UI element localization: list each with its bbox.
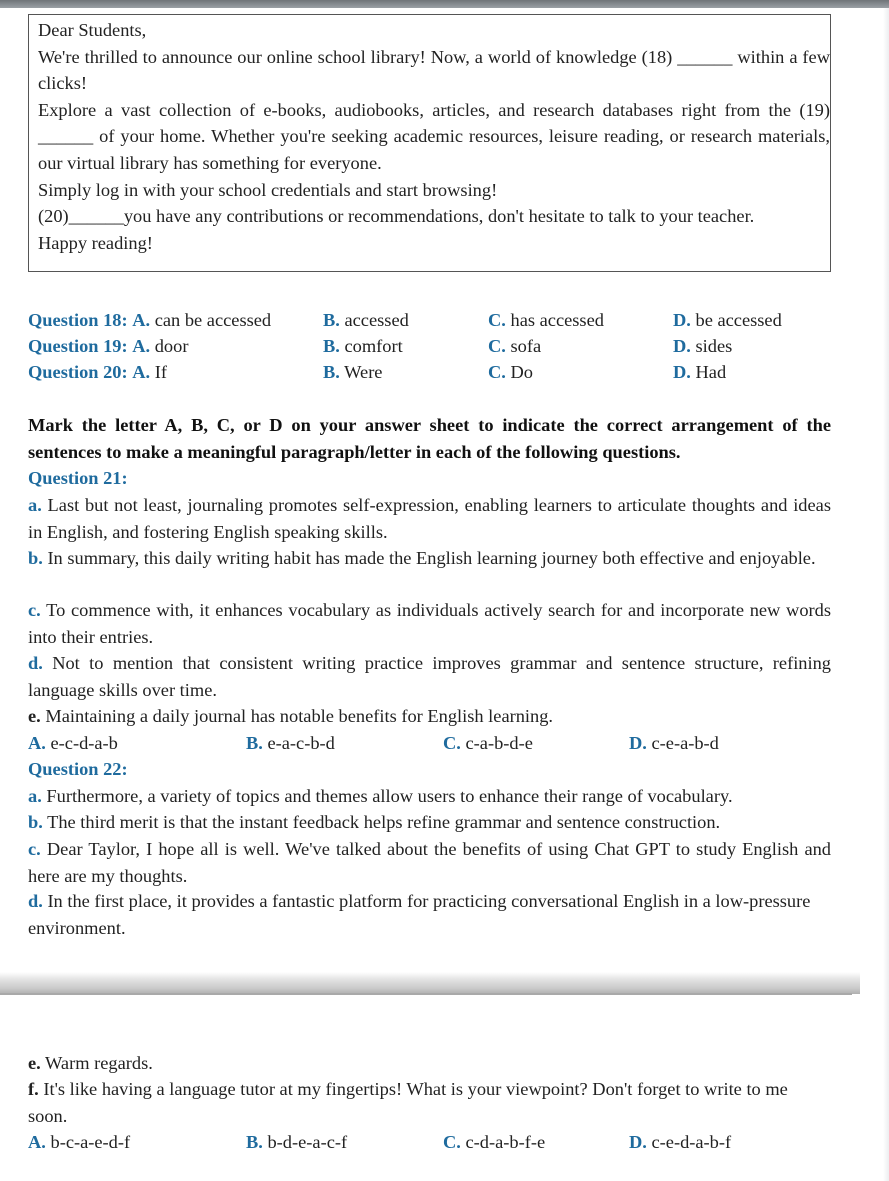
q22-item-a [28, 783, 831, 810]
q19-option-c-letter: C. [488, 336, 506, 356]
q22-item-f-text: It's like having a language tutor at my fingertips! What is your viewpoint? Don't forget to write to me soon. [28, 1079, 788, 1126]
q22-item-e-text: Warm regards. [45, 1053, 153, 1073]
q22-item-e-letter: e. [28, 1053, 41, 1073]
q21-option-d: c-e-a-b-d [651, 733, 719, 753]
library-announcement-letter [28, 14, 831, 272]
letter-p1-end: within a few clicks! [38, 46, 830, 94]
page-edge-shadow [883, 8, 889, 1181]
q21-item-c [28, 597, 831, 650]
q21-item-c-letter: c. [28, 600, 41, 620]
q19-option-d: sides [695, 336, 733, 356]
q22-item-a-letter: a. [28, 786, 42, 806]
arrangement-instruction: Mark the letter A, B, C, or D on your answer sheet to indicate the correct arrangement of the sentences to make a meaningful paragraph/letter in each of the following questions. [28, 415, 831, 462]
blank-19: ______ [38, 126, 94, 147]
q19-option-b-letter: B. [323, 336, 340, 356]
question-21-label-text: Question 21: [28, 468, 128, 488]
q22-option-b-letter: B. [246, 1132, 263, 1152]
q22-option-b-row [246, 1129, 347, 1155]
q20-option-b-letter: B. [323, 362, 340, 382]
q21-item-a-text: Last but not least, journaling promotes self-expression, enabling learners to articulate thoughts and ideas in English, and fostering English speaking skills. [28, 495, 831, 542]
letter-closing: Happy reading! [38, 232, 153, 253]
q21-option-d-row [629, 730, 719, 756]
blank-18: ______ [677, 46, 733, 67]
letter-p2-start: Explore a vast collection of e-books, audiobooks, articles, and research databases right from the [38, 99, 792, 120]
q20-option-b: Were [344, 362, 383, 382]
letter-p2-rest: of your home. Whether you're seeking academic resources, leisure reading, or research materials, our virtual library has something for everyone. [38, 126, 830, 173]
q21-item-e-letter: e. [28, 706, 41, 726]
q22-option-b: b-d-e-a-c-f [267, 1132, 348, 1152]
q22-option-c-letter: C. [443, 1132, 461, 1152]
q22-item-e [28, 1050, 831, 1077]
q21-item-b-letter: b. [28, 548, 43, 568]
question-20-label-row [28, 359, 167, 385]
q22-option-a-letter: A. [28, 1132, 46, 1152]
q18-option-c-row [488, 307, 604, 333]
q20-option-d-row [673, 359, 726, 385]
q22-item-c [28, 836, 831, 889]
q22-item-d-letter: d. [28, 891, 43, 911]
q18-option-b: accessed [344, 310, 409, 330]
q22-option-c-row [443, 1129, 545, 1155]
q22-option-d-letter: D. [629, 1132, 647, 1152]
q20-option-a-letter: A. [132, 362, 151, 382]
question-21-label [28, 465, 128, 491]
q20-option-c-letter: C. [488, 362, 506, 382]
q22-option-d: c-e-d-a-b-f [651, 1132, 732, 1152]
q22-item-d-text: In the first place, it provides a fantastic platform for practicing conversational English in a low-pressure environment. [28, 891, 811, 938]
q20-option-d: Had [695, 362, 727, 382]
q21-option-a-letter: A. [28, 733, 46, 753]
question-18-label-row [28, 307, 271, 333]
question-22-label-text: Question 22: [28, 759, 128, 779]
q21-item-b [28, 545, 831, 572]
q21-option-a: e-c-d-a-b [50, 733, 118, 753]
q21-item-b-text: In summary, this daily writing habit has made the English learning journey both effective and enjoyable. [47, 548, 816, 568]
q20-option-b-row [323, 359, 382, 385]
top-bar [0, 0, 889, 8]
q19-option-a: door [154, 336, 189, 356]
q22-item-f [28, 1076, 831, 1129]
q20-option-d-letter: D. [673, 362, 691, 382]
blank-20: ______ [68, 206, 124, 227]
letter-paragraph-4 [38, 203, 830, 230]
q22-option-c: c-d-a-b-f-e [465, 1132, 546, 1152]
letter-paragraph-3: Simply log in with your school credentials and start browsing! [38, 179, 498, 200]
q18-option-d: be accessed [695, 310, 782, 330]
q21-item-d-letter: d. [28, 653, 43, 673]
q21-item-e [28, 703, 831, 730]
q22-option-d-row [629, 1129, 731, 1155]
question-22-label [28, 756, 128, 782]
q21-option-a-row [28, 730, 118, 756]
q20-option-c-row [488, 359, 533, 385]
q18-option-c: has accessed [510, 310, 604, 330]
q21-item-a-letter: a. [28, 495, 42, 515]
q18-option-b-row [323, 307, 409, 333]
q21-item-c-text: To commence with, it enhances vocabulary as individuals actively search for and incorporate new words into their entries. [28, 600, 831, 647]
page-break-shadow [0, 972, 860, 994]
q19-option-a-letter: A. [132, 336, 151, 356]
q18-option-a: can be accessed [154, 310, 272, 330]
letter-paragraph-1 [38, 44, 830, 97]
q18-option-b-letter: B. [323, 310, 340, 330]
q19-option-b-row [323, 333, 403, 359]
page-break-line [0, 993, 852, 995]
q22-option-a: b-c-a-e-d-f [50, 1132, 131, 1152]
question-18-label: Question 18: [28, 310, 128, 330]
letter-p4-num: (20) [38, 206, 69, 227]
q21-option-d-letter: D. [629, 733, 647, 753]
q18-option-d-row [673, 307, 782, 333]
question-20-label: Question 20: [28, 362, 128, 382]
q22-item-b [28, 809, 831, 836]
q22-item-b-letter: b. [28, 812, 43, 832]
letter-greeting: Dear Students, [38, 20, 147, 40]
q20-option-c: Do [510, 362, 533, 382]
q21-option-b-row [246, 730, 335, 756]
letter-p1-text: We're thrilled to announce our online school library! Now, a world of knowledge (18) [38, 46, 673, 67]
q21-option-b-letter: B. [246, 733, 263, 753]
q22-item-b-text: The third merit is that the instant feedback helps refine grammar and sentence construction. [47, 812, 721, 832]
letter-paragraph-2 [38, 97, 830, 177]
q22-item-a-text: Furthermore, a variety of topics and themes allow users to enhance their range of vocabulary. [46, 786, 733, 806]
q19-option-c: sofa [510, 336, 542, 356]
q21-item-d-text: Not to mention that consistent writing practice improves grammar and sentence structure, refining language skills over time. [28, 653, 831, 700]
q18-option-a-letter: A. [132, 310, 151, 330]
q21-item-d [28, 650, 831, 703]
q19-option-b: comfort [344, 336, 403, 356]
letter-p4-rest: you have any contributions or recommendations, don't hesitate to talk to your teacher. [123, 206, 755, 227]
q21-item-a [28, 492, 831, 545]
question-19-label-row [28, 333, 188, 359]
q22-item-c-letter: c. [28, 839, 41, 859]
q22-item-d [28, 888, 831, 941]
q22-item-c-text: Dear Taylor, I hope all is well. We've talked about the benefits of using Chat GPT to study English and here are my thoughts. [28, 839, 831, 886]
q22-item-f-letter: f. [28, 1079, 39, 1099]
q22-option-a-row [28, 1129, 130, 1155]
q19-option-c-row [488, 333, 541, 359]
q18-option-d-letter: D. [673, 310, 691, 330]
q18-option-c-letter: C. [488, 310, 506, 330]
letter-p2-num: (19) [799, 99, 830, 120]
q21-option-b: e-a-c-b-d [267, 733, 335, 753]
question-19-label: Question 19: [28, 336, 128, 356]
q21-item-e-text: Maintaining a daily journal has notable benefits for English learning. [45, 706, 554, 726]
q20-option-a: If [154, 362, 167, 382]
q21-option-c-letter: C. [443, 733, 461, 753]
q21-option-c-row [443, 730, 533, 756]
q21-option-c: c-a-b-d-e [465, 733, 533, 753]
q19-option-d-row [673, 333, 732, 359]
q19-option-d-letter: D. [673, 336, 691, 356]
